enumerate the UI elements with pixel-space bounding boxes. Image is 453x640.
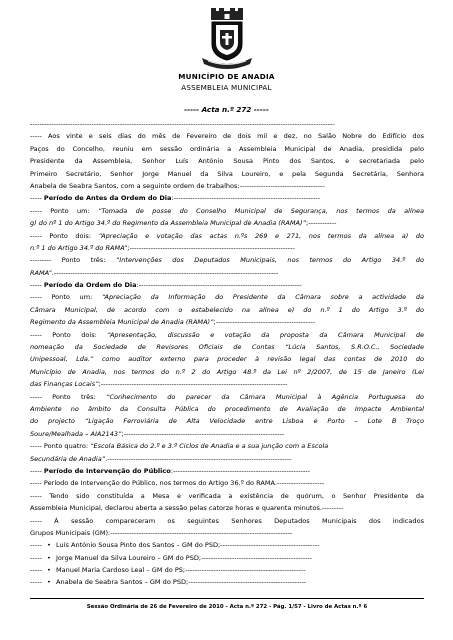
institution-title: MUNICÍPIO DE ANADIA xyxy=(178,72,275,81)
text-run: --------- Ponto três: xyxy=(30,256,116,265)
text-run: ;------------------------------------------------------------------------------- xyxy=(98,380,288,389)
footer-divider xyxy=(30,598,424,599)
quoted-item: Soure/Mealhada – AIA2143” xyxy=(30,429,122,438)
text-line xyxy=(30,118,424,130)
text-line xyxy=(30,168,424,180)
text-line xyxy=(30,539,424,551)
text-run: Manuel Maria Cardoso Leal – GM do PS;--------------------------------------------------- xyxy=(53,566,306,575)
quoted-item: Secundária de Anadia” xyxy=(30,454,106,463)
text-run: ----- xyxy=(30,466,44,475)
quoted-item: Ambiente no âmbito da Consulta Pública do procedimento de Avaliação de Impacte Ambiental xyxy=(30,404,424,413)
text-run: ----- xyxy=(30,541,44,550)
text-line xyxy=(30,180,424,192)
text-line xyxy=(30,366,424,378)
quoted-item: das Finanças Locais” xyxy=(30,380,99,389)
text-run: .----------------------------------------------------------------------------------------------- xyxy=(51,268,279,277)
quoted-item: Município de Anadia, nos termos do n.º 2 do Artigo 48.º da Lei nº 2/2007, de 15 de Janeiro (Lei xyxy=(30,367,424,376)
text-line xyxy=(30,502,424,514)
text-line xyxy=(30,192,424,204)
text-line xyxy=(30,254,424,266)
quoted-item: Câmara Municipal, de acordo com o estabelecido na alínea e) do n.º 1 do Artigo 3.º do xyxy=(30,305,424,314)
text-line xyxy=(30,155,424,167)
quoted-item: “Apresentação, discussão e votação da proposta da Câmara Municipal de xyxy=(107,330,424,339)
text-run: ----- Tendo sido constituída a Mesa e verificada a existência de quórum, o Senhor Presidente da xyxy=(30,491,424,500)
text-run: :-------------------------------------------------------------- xyxy=(171,194,321,203)
quoted-item: “Apreciação da Informação do Presidente da Câmara sobre a actividade da xyxy=(101,293,424,302)
quoted-item: “Escola Básica do 2.º e 3.º Ciclos de Anadia e a sua junção com a Escola xyxy=(90,442,329,451)
text-line xyxy=(30,515,424,527)
quoted-item: nomeação da Sociedade de Revisores Oficiais de Contas “Lúcia Santos, S.R.O.C., Sociedade xyxy=(30,343,424,352)
text-line xyxy=(30,329,424,341)
text-line xyxy=(30,527,424,539)
text-run: ----- Período de Intervenção do Público, nos termos do Artigo 36.º do RAMA.-------------------- xyxy=(30,479,325,488)
text-line xyxy=(30,403,424,415)
text-line xyxy=(30,564,424,576)
text-line xyxy=(30,576,424,588)
bullet-icon: • xyxy=(46,566,51,575)
text-line xyxy=(30,391,424,403)
text-line xyxy=(30,242,424,254)
section-heading: Período de Intervenção do Público xyxy=(43,466,171,475)
text-run: ----- À sessão compareceram os seguintes Senhores Deputados Municipais dos indicados xyxy=(30,516,424,525)
text-run: Luís António Sousa Pinto dos Santos – GM do PSD;------------------------------------------ xyxy=(53,541,320,550)
text-run: ;------------------------------------------ xyxy=(213,318,315,327)
document-body xyxy=(30,118,424,589)
quoted-item: Unipessoal, Lda.” como auditor externo para proceder à revisão legal das contas de 2010 do xyxy=(30,355,424,364)
quoted-item: “Conhecimento do parecer da Câmara Municipal à Agência Portuguesa do xyxy=(106,392,424,401)
text-line xyxy=(30,552,424,564)
quoted-item: g) do nº 1 do Artigo 34.º do Regimento da Assembleia Municipal de Anadia (RAMA)” xyxy=(30,219,306,228)
text-run: ----- Ponto quatro: xyxy=(30,442,91,451)
municipal-coat-of-arms-icon xyxy=(198,8,256,70)
acta-title: ----- Acta n.º 272 ----- xyxy=(184,105,269,114)
text-run: ;-------------------------------------------------------------------- xyxy=(121,429,285,438)
text-run: --------------------------------------------------------------------------------------------------------------------------------- xyxy=(30,120,335,128)
text-line xyxy=(30,143,424,155)
text-line xyxy=(30,230,424,242)
text-run: ----- Ponto um: xyxy=(30,206,99,215)
text-line xyxy=(30,205,424,217)
quoted-item: RAMA” xyxy=(30,268,52,277)
text-run: :---------------------------------------------------------- xyxy=(170,466,311,475)
text-run: ----- xyxy=(30,194,44,203)
text-run: Paços do Concelho, reuniu em sessão ordinária a Assembleia Municipal de Anadia, presidida pelo xyxy=(30,144,424,153)
text-run: Anabela de Seabra Santos, com a seguinte ordem de trabalhos:------------------------------------ xyxy=(30,181,325,190)
text-run: ----- xyxy=(30,566,44,575)
text-run: Presidente da Assembleia, Senhor Luís António Sousa Pinto dos Santos, e secretariada pelo xyxy=(30,157,424,166)
text-run: ;---------------------------------------------------------------------- xyxy=(127,243,295,252)
bullet-icon: • xyxy=(46,541,51,550)
quoted-item: n.º 1 do Artigo 34.º do RAMA” xyxy=(30,243,128,252)
quoted-item: “Intervenções dos Deputados Municipais, nos termos do Artigo 34.º do xyxy=(115,256,424,265)
quoted-item: do projecto “Ligação Ferroviária de Alta Velocidade entre Lisboa e Porto – Lote B Troço xyxy=(30,417,424,426)
page-footer: Sessão Ordinária de 26 de Fevereiro de 2010 - Acta n.º 272 - Pág. 1/57 - Livro de Actas n.º 6 xyxy=(86,604,368,610)
text-line xyxy=(30,267,424,279)
text-run: Jorge Manuel da Silva Loureiro – GM do PSD;----------------------------------------------- xyxy=(53,553,313,562)
text-run: Primeiro Secretário, Senhor Jorge Manuel da Silva Loureiro, e pela Segunda Secretária, Senhora xyxy=(30,169,424,178)
quoted-item: Regimento da Assembleia Municipal de Anadia (RAMA)” xyxy=(30,318,214,327)
bullet-icon: • xyxy=(46,578,51,587)
text-run: ;------------ xyxy=(305,219,337,228)
text-line xyxy=(30,353,424,365)
text-run: ----- xyxy=(30,553,44,562)
quoted-item: “Apreciação e votação das actas n.ºs 269 e 271, nos termos da alínea a) do xyxy=(98,231,424,240)
bullet-icon: • xyxy=(46,553,51,562)
text-run: Assembleia Municipal, declarou aberta a sessão pelas catorze horas e quarenta minutos.--------- xyxy=(30,504,344,513)
section-heading: Período de Antes da Ordem do Dia xyxy=(43,194,172,203)
text-run: ----- xyxy=(30,578,44,587)
text-line xyxy=(30,428,424,440)
text-run: ----- xyxy=(30,281,44,290)
text-run: ----- Ponto três: xyxy=(30,392,107,401)
text-line xyxy=(30,415,424,427)
text-run: Grupos Municipais (GM):----------------------------------------------------------------------------- xyxy=(30,528,293,537)
text-line xyxy=(30,130,424,142)
text-line xyxy=(30,217,424,229)
text-line xyxy=(30,279,424,291)
text-run: ----- Aos vinte e seis dias do mês de Fevereiro de dois mil e dez, no Salão Nobre do Edifício dos xyxy=(30,132,424,141)
text-line xyxy=(30,316,424,328)
text-line xyxy=(30,304,424,316)
text-run: ----- Ponto um: xyxy=(30,293,102,302)
quoted-item: “Tomada de posse do Conselho Municipal de Segurança, nos termos da alínea xyxy=(98,206,424,215)
text-run: .------------------------------------------------------------------------------ xyxy=(105,454,292,463)
text-line xyxy=(30,453,424,465)
text-run: ----- Ponto dois: xyxy=(30,330,108,339)
text-line xyxy=(30,341,424,353)
text-line xyxy=(30,378,424,390)
text-line xyxy=(30,465,424,477)
assembly-subtitle: ASSEMBLEIA MUNICIPAL xyxy=(181,83,272,92)
text-run: Anabela de Seabra Santos – GM do PSD;-------------------------------------------------- xyxy=(53,578,307,587)
text-line xyxy=(30,477,424,489)
text-line xyxy=(30,291,424,303)
text-line xyxy=(30,440,424,452)
text-run: ----- Ponto dois: xyxy=(30,231,99,240)
text-run: :--------------------------------------------------------------------- xyxy=(136,281,302,290)
section-heading: Período da Ordem do Dia xyxy=(43,281,137,290)
text-line xyxy=(30,490,424,502)
